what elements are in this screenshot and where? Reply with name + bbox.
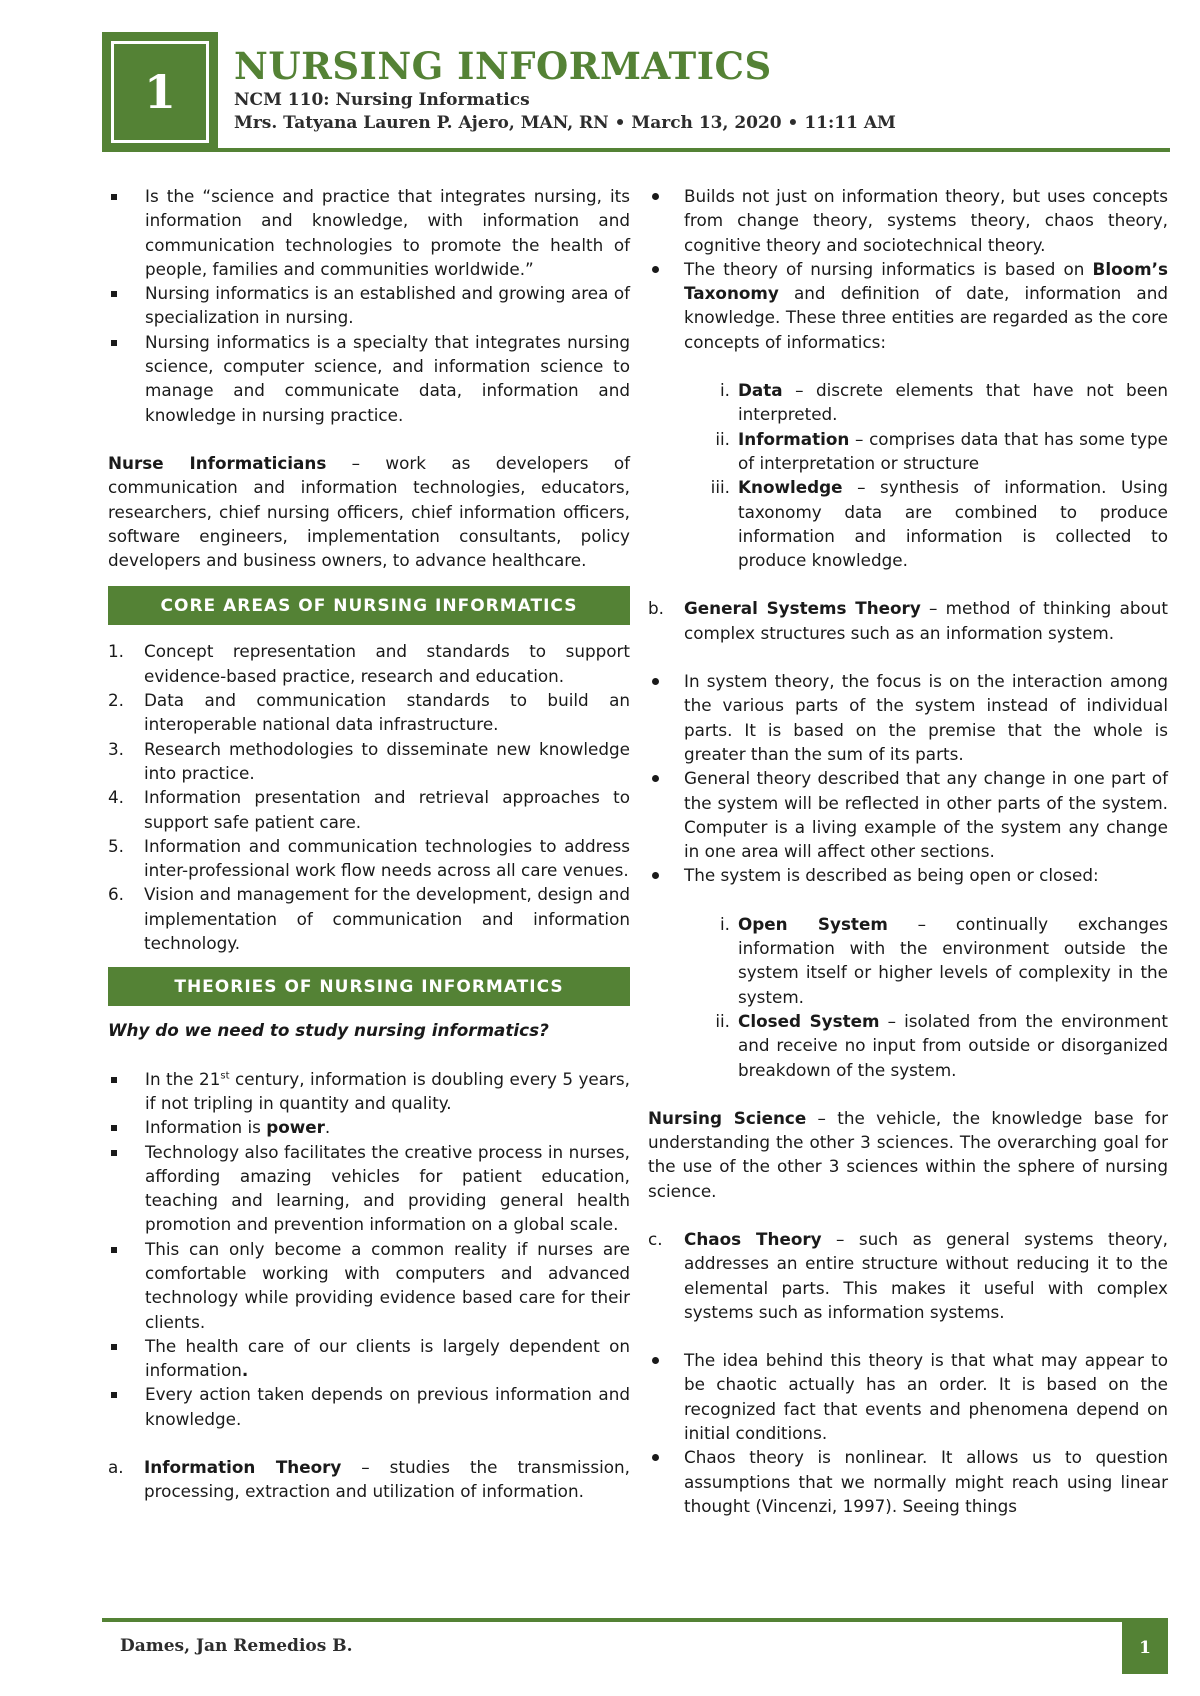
- list-item: This can only become a common reality if nurses are comfortable working with computers and advanced technology while providing evidence based care for their clients.: [108, 1237, 630, 1334]
- header-divider: [218, 148, 1170, 152]
- document-title: NURSING INFORMATICS: [234, 44, 772, 88]
- system-types-list: [702, 912, 1168, 1082]
- list-item: The theory of nursing informatics is based on Bloom’s Taxonomy and definition of date, information and knowledge. These three entities are regarded as the core concepts of informatics:: [648, 257, 1168, 354]
- list-item: 3. Research methodologies to disseminate new knowledge into practice.: [108, 738, 630, 783]
- list-item: In system theory, the focus is on the interaction among the various parts of the system instead of individual parts. It is based on the premise that the whole is greater than the sum of its parts.: [648, 669, 1168, 766]
- list-item: 2. Data and communication standards to build an interoperable national data infrastructure.: [108, 690, 630, 735]
- list-item: 4. Information presentation and retrieval approaches to support safe patient care.: [108, 787, 630, 832]
- general-systems-bullets: [648, 669, 1168, 888]
- chaos-theory-bullets: [648, 1348, 1168, 1518]
- definition: – work as developers of communication and information technologies, educators, researchers, chief nursing officers, chief information officers, software engineers, implementation consultants, policy developers and business owners, to advance healthcare.: [108, 452, 630, 571]
- list-item: 1. Concept representation and standards to support evidence-based practice, research and education.: [108, 641, 630, 686]
- intro-list: [108, 184, 630, 427]
- list-item: i. Data – discrete elements that have not been interpreted.: [720, 380, 1168, 425]
- chapter-number: 1: [143, 65, 176, 119]
- list-item: In the 21st century, information is doubling every 5 years, if not tripling in quantity and quality.: [108, 1067, 630, 1116]
- list-item: 6. Vision and management for the development, design and implementation of communication and information technology.: [108, 884, 630, 954]
- core-areas-list: [108, 639, 630, 955]
- core-concepts-list: [702, 378, 1168, 572]
- term: General Systems Theory: [684, 598, 921, 619]
- left-column: [108, 184, 630, 1504]
- list-item: 5. Information and communication technologies to address inter-professional work flow needs across all care venues.: [108, 835, 630, 881]
- course-title: NCM 110: Nursing Informatics: [234, 90, 530, 110]
- lecture-meta: Mrs. Tatyana Lauren P. Ajero, MAN, RN • March 13, 2020 • 11:11 AM: [234, 113, 896, 133]
- list-item: ii. Information – comprises data that has some type of interpretation or structure: [715, 428, 1168, 473]
- footer-divider: [102, 1618, 1168, 1622]
- why-list: [108, 1067, 630, 1431]
- term: Information Theory: [144, 1457, 342, 1478]
- list-item: The system is described as being open or closed:: [648, 863, 1168, 887]
- nursing-science-definition: Nursing Science – the vehicle, the knowledge base for understanding the other 3 sciences. The overarching goal for the use of the other 3 sciences within the sphere of nursing science.: [648, 1107, 1168, 1201]
- footer-author: Dames, Jan Remedios B.: [120, 1636, 353, 1656]
- chapter-number-box: [102, 32, 218, 152]
- list-item: The health care of our clients is largely dependent on information.: [108, 1334, 630, 1383]
- list-item: Chaos theory is nonlinear. It allows us to question assumptions that we normally might reach using linear thought (Vincenzi, 1997). Seeing things: [648, 1445, 1168, 1518]
- list-item: Nursing informatics is a specialty that integrates nursing science, computer science, and information science to manage and communicate data, information and knowledge in nursing practice.: [108, 330, 630, 427]
- list-item: General theory described that any change in one part of the system will be reflected in other parts of the system. Computer is a living example of the system any change in one area will affect other sections.: [648, 766, 1168, 863]
- list-item: Nursing informatics is an established and growing area of specialization in nursing.: [108, 281, 630, 330]
- chaos-theory-item: c. Chaos Theory – such as general systems theory, addresses an entire structure without reducing it to the elemental parts. This makes it useful with complex systems such as information systems.: [648, 1228, 1168, 1322]
- right-column: [648, 184, 1168, 1518]
- information-theory-item: a. Information Theory – studies the transmission, processing, extraction and utilization of information.: [108, 1457, 630, 1502]
- term: Nurse Informaticians: [108, 452, 327, 473]
- term: Chaos Theory: [684, 1228, 822, 1249]
- list-item: ii. Closed System – isolated from the environment and receive no input from outside or disorganized breakdown of the system.: [715, 1010, 1168, 1080]
- why-question: Why do we need to study nursing informatics?: [108, 1020, 549, 1041]
- list-item: Information is power.: [108, 1115, 630, 1139]
- general-systems-theory-item: b. General Systems Theory – method of thinking about complex structures such as an information system.: [648, 598, 1168, 643]
- list-item: Builds not just on information theory, but uses concepts from change theory, systems theory, chaos theory, cognitive theory and sociotechnical theory.: [648, 184, 1168, 257]
- list-item: Is the “science and practice that integrates nursing, its information and knowledge, with information and communication technologies to promote the health of people, families and communities worldwide.”: [108, 184, 630, 281]
- section-heading-core-areas: CORE AREAS OF NURSING INFORMATICS: [108, 586, 630, 625]
- information-theory-bullets: [648, 184, 1168, 354]
- list-item: Technology also facilitates the creative process in nurses, affording amazing vehicles for patient education, teaching and learning, and providing general health promotion and prevention information on a global scale.: [108, 1140, 630, 1237]
- section-heading-theories: THEORIES OF NURSING INFORMATICS: [108, 967, 630, 1006]
- list-item: The idea behind this theory is that what may appear to be chaotic actually has an order. It is based on the recognized fact that events and phenomena depend on initial conditions.: [648, 1348, 1168, 1445]
- page-number: 1: [1122, 1622, 1168, 1674]
- list-item: iii. Knowledge – synthesis of information. Using taxonomy data are combined to produce information and information is collected to produce knowledge.: [710, 477, 1168, 571]
- nurse-informaticians-definition: [108, 451, 630, 572]
- term: Nursing Science: [648, 1107, 807, 1128]
- chapter-number-frame: [111, 41, 209, 143]
- list-item: i. Open System – continually exchanges information with the environment outside the system itself or higher levels of complexity in the system.: [720, 913, 1168, 1007]
- list-item: Every action taken depends on previous information and knowledge.: [108, 1382, 630, 1431]
